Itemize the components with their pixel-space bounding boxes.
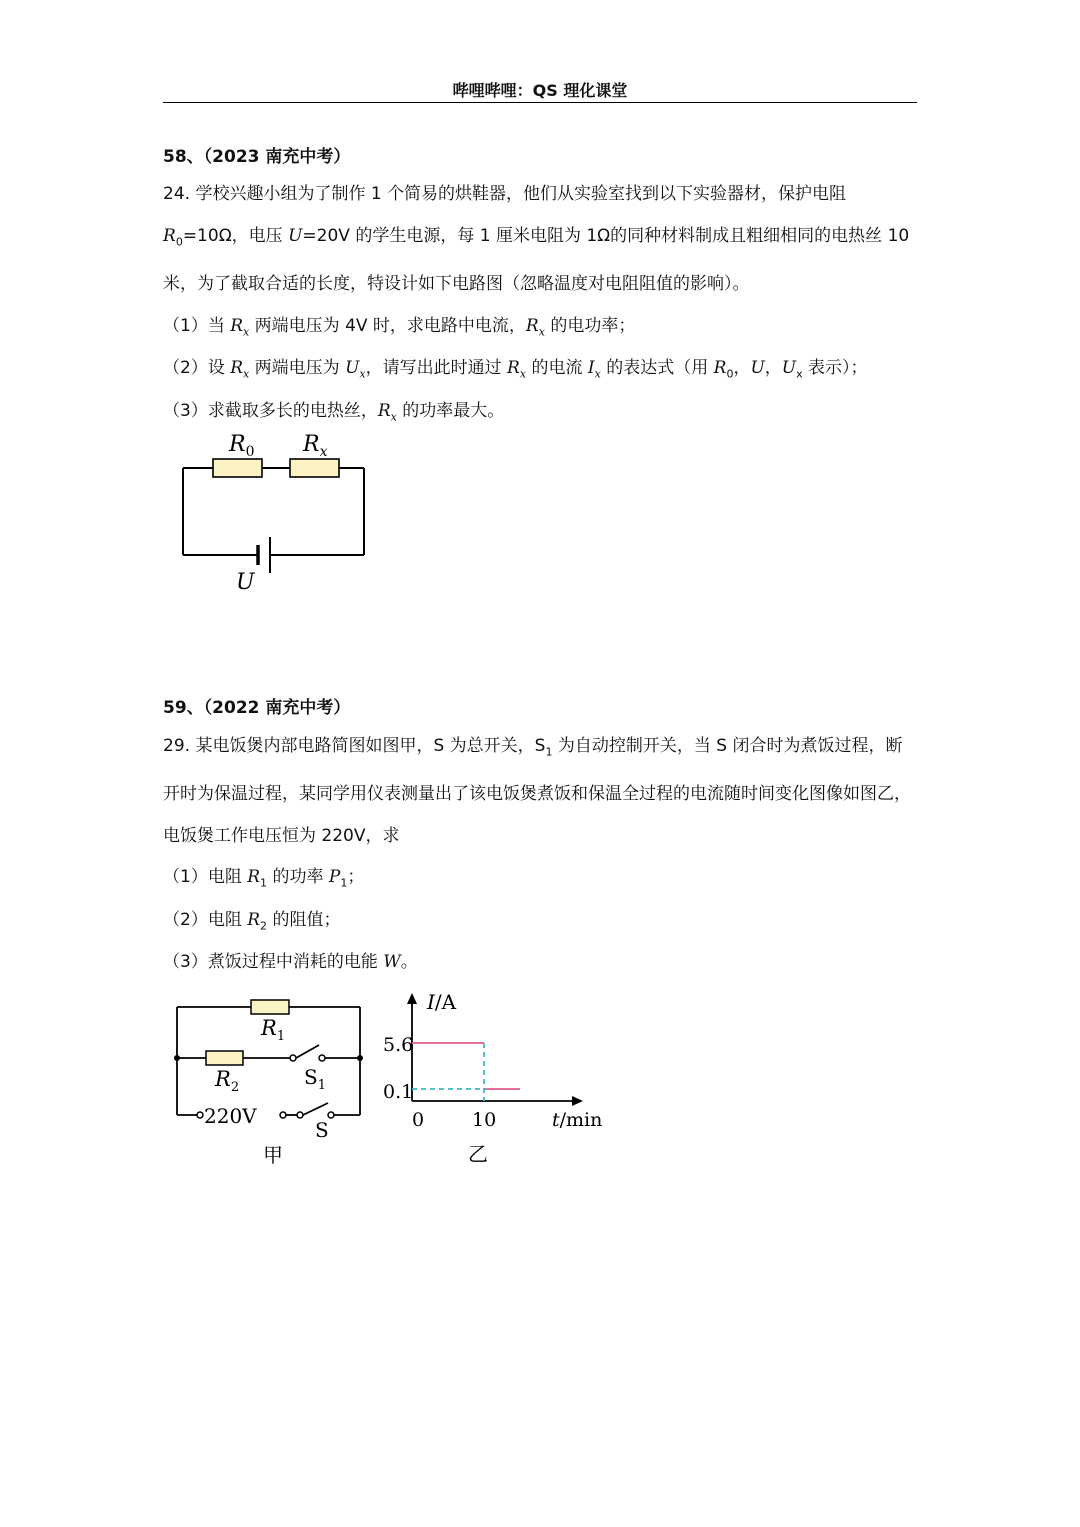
y-axis-arrow: [407, 993, 417, 1004]
x-tick-10: 10: [472, 1109, 497, 1131]
s1-label: S: [304, 1065, 318, 1089]
y-tick-high: 5.6: [383, 1034, 414, 1056]
rx-resistor: [290, 459, 339, 477]
voltage-label: 220V: [204, 1104, 257, 1128]
caption-yi: 乙: [468, 1142, 488, 1166]
rx-label: R: [303, 432, 320, 457]
s1-contact-right: [319, 1055, 325, 1061]
r1-label: R: [261, 1016, 277, 1040]
q58-circuit-diagram: [170, 425, 390, 600]
svg-text:S1: $S_1$: [304, 1065, 326, 1093]
terminal-left: [197, 1112, 203, 1118]
q59-sub2: （2）电阻 $R_2$ 的阻值；: [163, 910, 341, 933]
header-rule: [163, 102, 917, 103]
s-label: S: [315, 1118, 329, 1142]
q59-sub3: （3）煮饭过程中消耗的电能 W。: [163, 952, 418, 972]
junction-right: [357, 1055, 363, 1061]
q59-sub1: （1）电阻 $R_1$ 的功率 $P_1$；: [163, 867, 365, 890]
x-axis-arrow: [572, 1096, 583, 1106]
r2-label: R: [215, 1067, 231, 1091]
svg-text:R0: $R_0$: [229, 432, 255, 460]
q58-sub1: （1）当 $R_x$ 两端电压为 4V 时，求电路中电流，$R_x$ 的电功率；: [163, 316, 636, 339]
y-axis-label-unit: /A: [434, 990, 457, 1014]
origin-label: 0: [412, 1109, 425, 1131]
q59-stem: 29. 某电饭煲内部电路简图如图甲，S 为总开关，$S_1$ 为自动控制开关，当 S 闭合时为煮饭过程，断开时为保温过程，某同学用仪表测量出了该电饭煲煮饭和保温全过程的电流随时间变化图像如图乙，电饭煲工作电压恒为 220V，求: [163, 736, 911, 847]
r0-label: R: [229, 432, 246, 457]
x-axis-label-unit: /min: [559, 1109, 603, 1131]
q58-title: 58、（2023 南充中考）: [163, 147, 351, 167]
s1-contact-left: [290, 1055, 296, 1061]
q59-circuit-jia: [165, 990, 385, 1175]
y-axis-label-var: I: [427, 990, 435, 1014]
u-label: U: [236, 570, 255, 595]
svg-text:I/A: [426, 990, 457, 1014]
r0-resistor: [213, 459, 262, 477]
r2-resistor: [206, 1051, 243, 1065]
q58-sub3: （3）求截取多长的电热丝，$R_x$ 的功率最大。: [163, 401, 505, 424]
svg-text:R2: $R_2$: [215, 1067, 240, 1095]
s-contact-right: [328, 1112, 334, 1118]
caption-jia: 甲: [263, 1143, 283, 1167]
page-header: 哔哩哔哩：QS 理化课堂: [452, 81, 628, 100]
svg-text:t/min: [552, 1109, 602, 1131]
svg-text:Rx: $R_x$: [303, 432, 328, 460]
y-tick-low: 0.1: [383, 1081, 414, 1103]
terminal-right: [280, 1112, 286, 1118]
q59-title: 59、（2022 南充中考）: [163, 698, 351, 718]
r1-resistor: [251, 1000, 289, 1014]
junction-left: [174, 1055, 180, 1061]
q59-graph-yi: [380, 988, 610, 1173]
svg-text:R1: $R_1$: [261, 1016, 286, 1044]
x-axis-label-var: t: [552, 1109, 560, 1131]
q58-stem: 24. 学校兴趣小组为了制作 1 个简易的烘鞋器，他们从实验室找到以下实验器材，保护电阻 $R_0=10\Omega$，电压 U=20V 的学生电源，每 1 厘米电阻为 1Ω的同种材料制成且粗细相同的电热丝 10 米，为了截取合适的长度，特设计如下电路图（忽略温度对电阻阻值的影响）。: [163, 184, 910, 295]
q58-sub2: （2）设 $R_x$ 两端电压为 $U_x$，请写出此时通过 $R_x$ 的电流 $I_x$ 的表达式（用 $R_0$，U，$U_x$ 表示）；: [163, 358, 868, 381]
s-contact-left: [297, 1112, 303, 1118]
